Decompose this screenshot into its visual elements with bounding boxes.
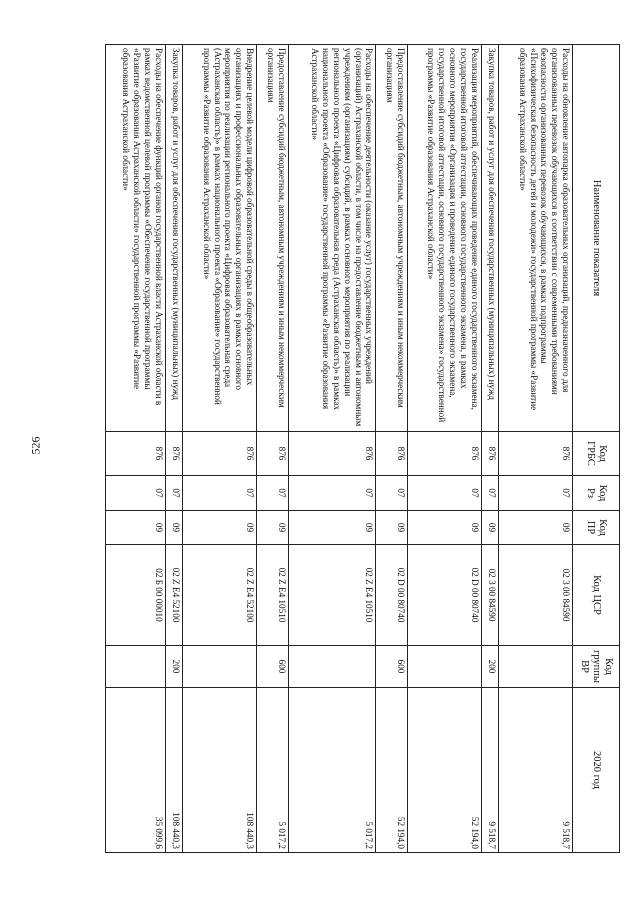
row-grbs: 876	[183, 432, 257, 476]
row-name: Предоставление субсидий бюджетным, автономным учреждениям и иным некоммерческим организациям	[376, 45, 408, 432]
row-pr: 09	[481, 511, 499, 545]
row-name: Реализация мероприятий, обеспечивающих проведение единого государственного экзамена, государственной итоговой аттестации, основного государственного экзамена, в рамках основного мероприятия «Организация и проведение единого государственного экзамена, государственной итоговой аттестации, основного государственного экзамена» государственной программы «Развитие образования Астраханской области»	[408, 45, 482, 432]
row-rz: 07	[165, 476, 183, 511]
row-amount: 52 194,0	[376, 688, 408, 853]
row-amount: 9 518,7	[499, 688, 573, 853]
rotated-table-wrapper	[105, 44, 620, 852]
row-name: Предоставление субсидий бюджетным, автономным учреждениям и иным некоммерческим организациям	[257, 45, 289, 432]
row-grbs: 876	[165, 432, 183, 476]
row-csr: 02 3 00 84590	[499, 545, 573, 646]
header-pr: Код ПР	[573, 511, 620, 545]
row-grbs: 876	[106, 432, 166, 476]
row-pr: 09	[408, 511, 482, 545]
row-vr: 600	[257, 646, 289, 688]
row-vr	[106, 646, 166, 688]
table-row	[106, 45, 166, 853]
row-pr: 09	[499, 511, 573, 545]
row-name: Закупка товаров, работ и услуг для обеспечения государственных (муниципальных) нужд	[481, 45, 499, 432]
row-csr: 02 D 00 80740	[408, 545, 482, 646]
header-rz: Код Рз	[573, 476, 620, 511]
row-pr: 09	[257, 511, 289, 545]
row-vr: 200	[481, 646, 499, 688]
row-rz: 07	[106, 476, 166, 511]
page-number: 526	[28, 436, 43, 455]
row-grbs: 876	[376, 432, 408, 476]
header-vr: Код группы ВР	[573, 646, 620, 688]
row-grbs: 876	[257, 432, 289, 476]
row-vr	[288, 646, 376, 688]
row-amount: 9 518,7	[481, 688, 499, 853]
table-row	[499, 45, 573, 853]
row-amount: 5 017,2	[288, 688, 376, 853]
table-row	[408, 45, 482, 853]
row-vr	[408, 646, 482, 688]
table-row	[257, 45, 289, 853]
row-grbs: 876	[499, 432, 573, 476]
header-row	[573, 45, 620, 853]
row-amount: 108 440,3	[183, 688, 257, 853]
row-vr: 200	[165, 646, 183, 688]
table-row	[288, 45, 376, 853]
row-rz: 07	[376, 476, 408, 511]
header-name: Наименование показателя	[573, 45, 620, 432]
row-name: Расходы на обеспечение функций органов государственной власти Астраханской области в рамках ведомственной целевой программы «Обеспечение государственной программы «Развитие образования Астраханской области» государственной программы «Развитие образования Астраханской области»	[106, 45, 166, 432]
row-csr: 02 Z E4 52100	[165, 545, 183, 646]
row-csr: 02 Б 00 00010	[106, 545, 166, 646]
row-rz: 07	[408, 476, 482, 511]
row-amount: 52 194,0	[408, 688, 482, 853]
row-pr: 09	[165, 511, 183, 545]
row-pr: 09	[376, 511, 408, 545]
row-amount: 5 017,2	[257, 688, 289, 853]
row-rz: 07	[481, 476, 499, 511]
table-row	[165, 45, 183, 853]
row-amount: 35 099,6	[106, 688, 166, 853]
row-rz: 07	[288, 476, 376, 511]
row-csr: 02 3 00 84590	[481, 545, 499, 646]
row-vr	[499, 646, 573, 688]
row-name: Расходы на обеспечение деятельности (оказание услуг) государственных учреждений (организаций) Астраханской области, в том числе на предоставление бюджетным и автономным учреждениям (организациям) субсидий, в рамках основного мероприятия по реализации регионального проекта «Цифровая образовательная среда (Астраханская область)» в рамках национального проекта «Образование» государственной программы «Развитие образования Астраханской области»	[288, 45, 376, 432]
row-csr: 02 Z E4 52100	[183, 545, 257, 646]
row-vr: 600	[376, 646, 408, 688]
row-csr: 02 D 00 80740	[376, 545, 408, 646]
table-row	[183, 45, 257, 853]
row-pr: 09	[106, 511, 166, 545]
row-rz: 07	[499, 476, 573, 511]
header-grbs: Код ГРБС	[573, 432, 620, 476]
budget-table	[105, 44, 620, 853]
row-amount: 108 440,3	[165, 688, 183, 853]
row-grbs: 876	[481, 432, 499, 476]
row-rz: 07	[257, 476, 289, 511]
row-csr: 02 Z E4 10510	[288, 545, 376, 646]
header-year: 2020 год	[573, 688, 620, 853]
table-row	[376, 45, 408, 853]
row-name: Расходы на обновление автопарка образовательных организаций, предназначенного для организованных перевозок обучающихся в соответствии с современными требованиями безопасности организованных перевозок обучающихся, в рамках подпрограммы «Психофизическая безопасность детей и молодежи» государственной программы «Развитие образования Астраханской области»	[499, 45, 573, 432]
row-vr	[183, 646, 257, 688]
row-pr: 09	[183, 511, 257, 545]
row-grbs: 876	[288, 432, 376, 476]
row-rz: 07	[183, 476, 257, 511]
table-row	[481, 45, 499, 853]
row-csr: 02 Z E4 10510	[257, 545, 289, 646]
row-name: Закупка товаров, работ и услуг для обеспечения государственных (муниципальных) нужд	[165, 45, 183, 432]
header-csr: Код ЦСР	[573, 545, 620, 646]
row-pr: 09	[288, 511, 376, 545]
row-name: Внедрение целевой модели цифровой образовательной среды в общеобразовательных организациях и профессиональных образовательных организациях в рамках основного мероприятия по реализации регионального проекта «Цифровая образовательная среда (Астраханская область)» в рамках национального проекта «Образование» государственной программы «Развитие образования Астраханской области»	[183, 45, 257, 432]
row-grbs: 876	[408, 432, 482, 476]
